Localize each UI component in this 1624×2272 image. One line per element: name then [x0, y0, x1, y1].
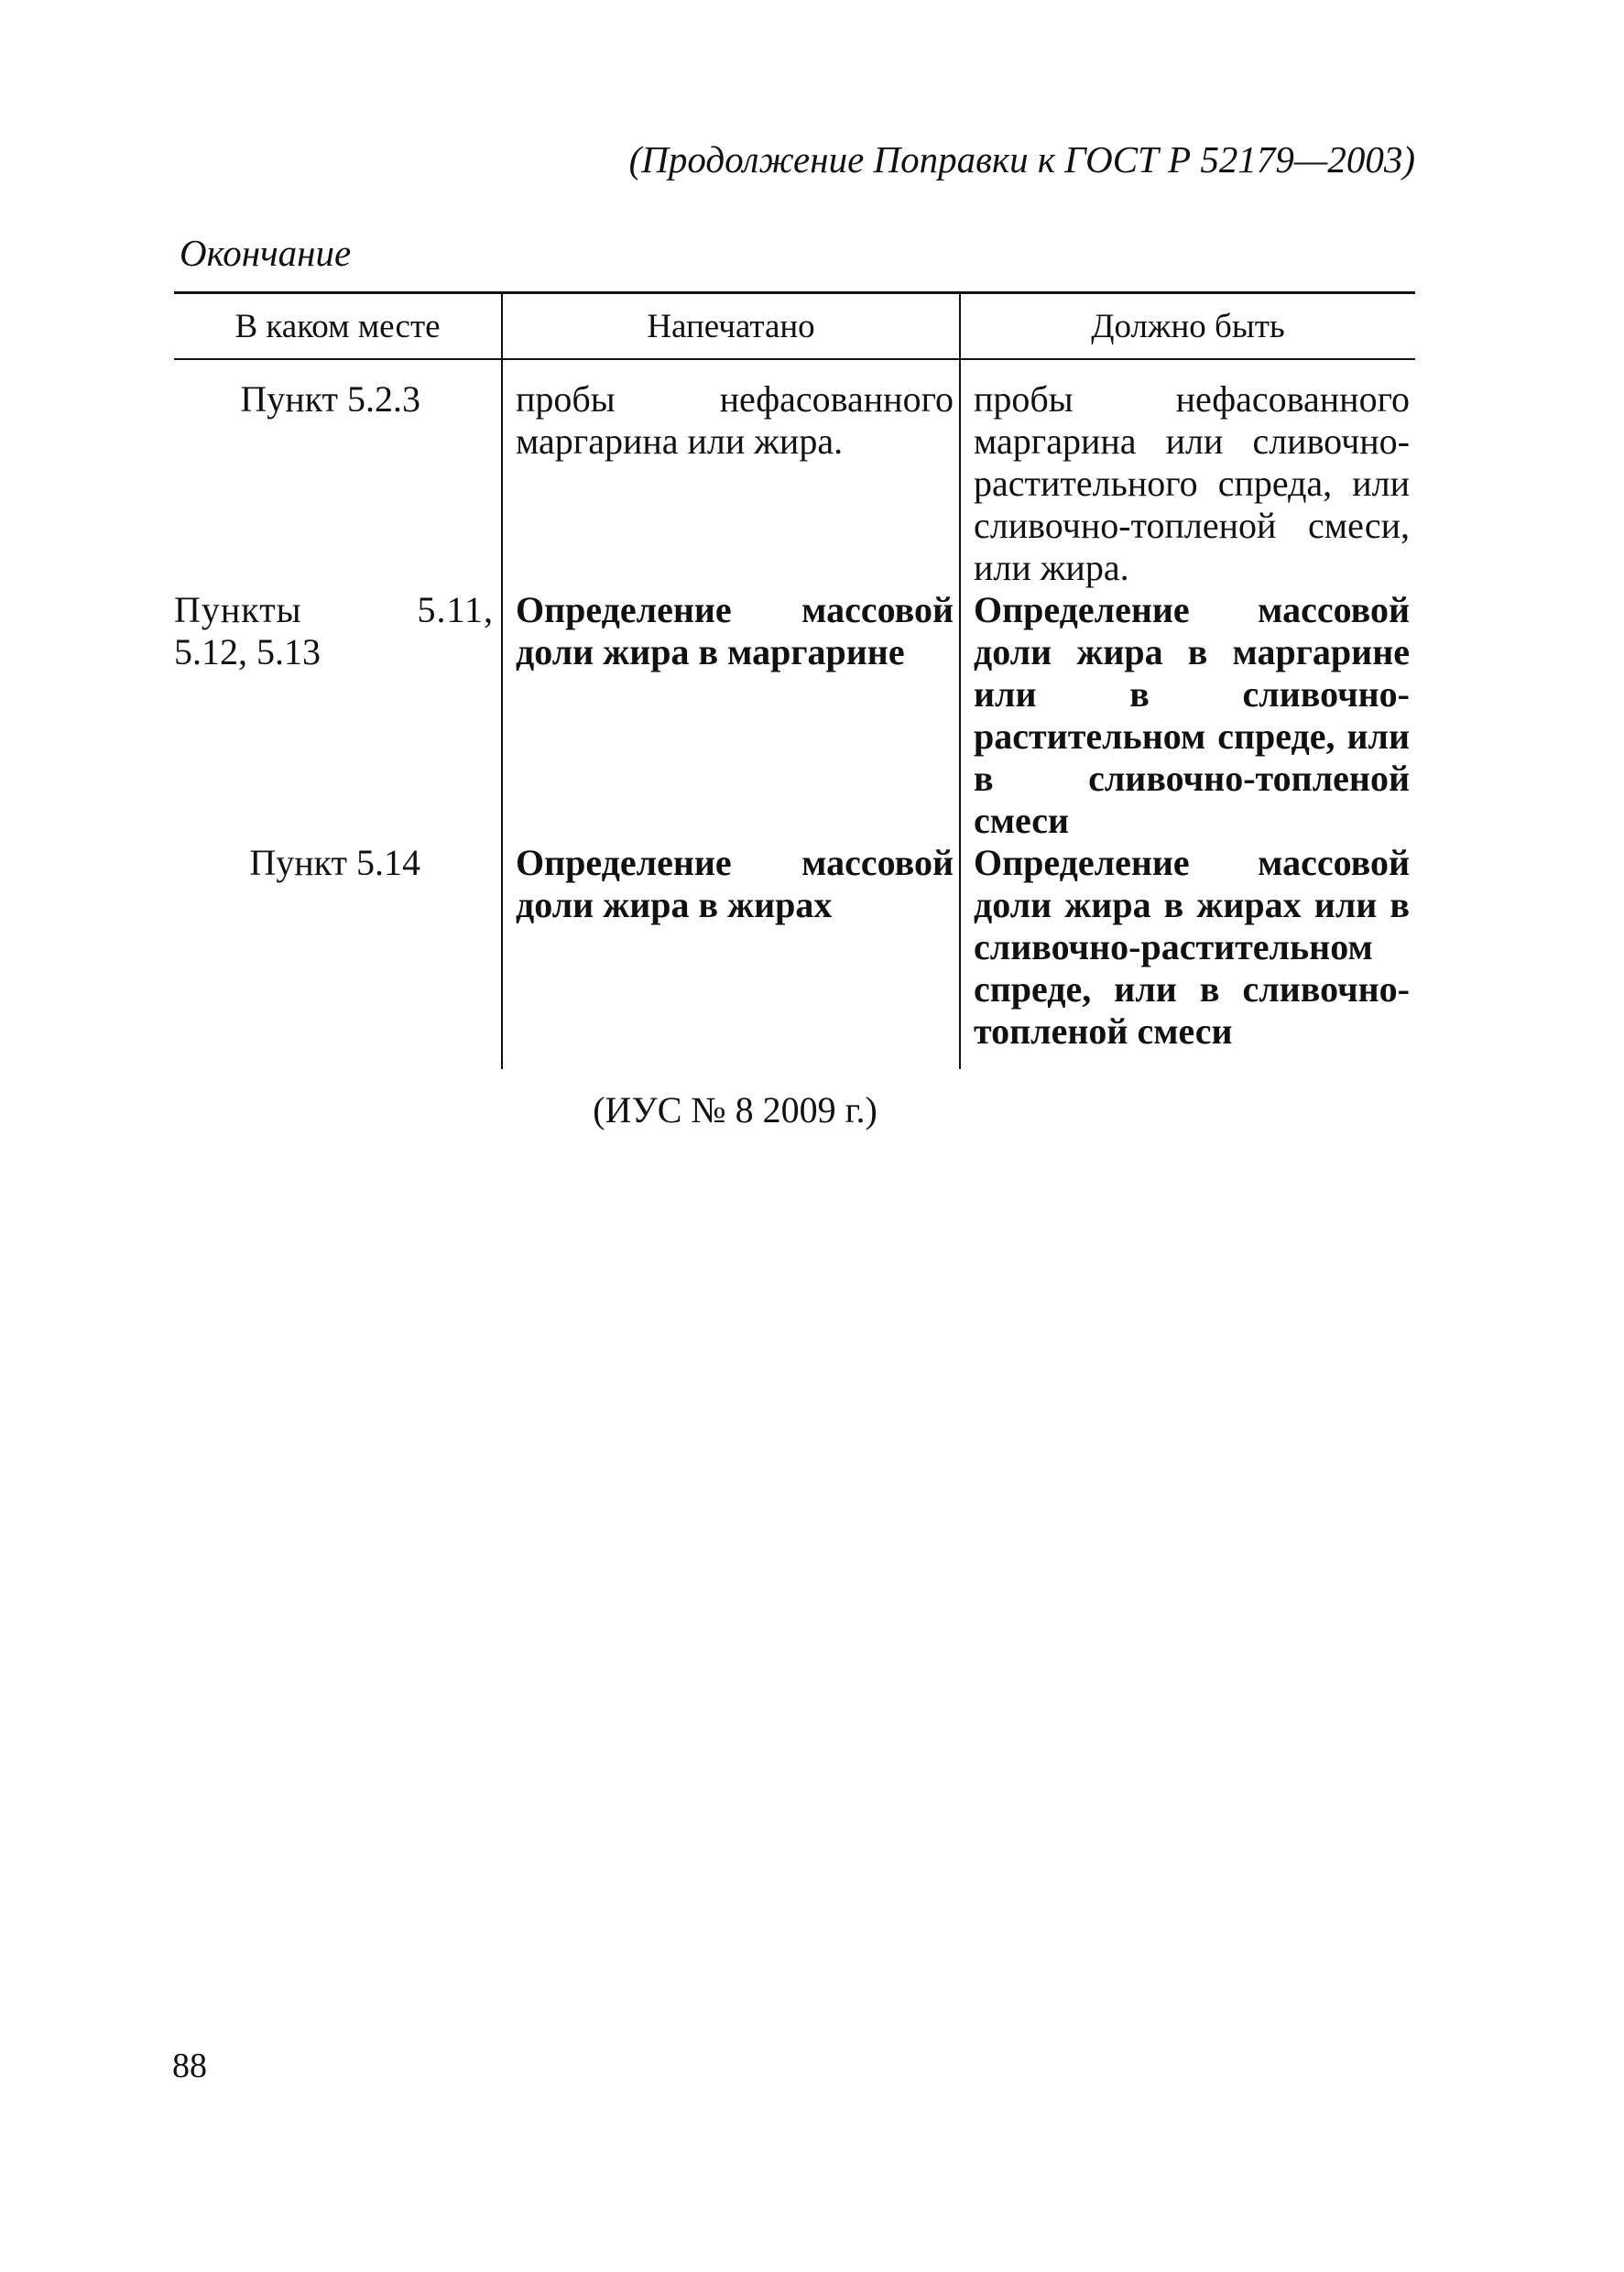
cell-should-be: Определение массовой доли жира в маргарине или в сливочно-растительном спреде, или в сливочно-топленой смеси	[960, 589, 1415, 842]
amendment-table-container	[174, 291, 1415, 1069]
table-header-row	[174, 293, 1415, 360]
cell-place	[174, 589, 502, 842]
header-continuation: (Продолжение Поправки к ГОСТ Р 52179—2003)	[628, 138, 1415, 180]
section-label: Окончание	[180, 232, 352, 274]
place-label: Пункты 5.11,	[174, 589, 494, 630]
table-row	[174, 589, 1415, 842]
cell-place	[174, 842, 502, 1069]
page-number: 88	[172, 2047, 207, 2085]
cell-printed: Определение массовой доли жира в маргарине	[502, 589, 960, 842]
cell-should-be: пробы нефасованного маргарина или сливочно-растительного спреда, или сливочно-топленой смеси, или жира.	[960, 359, 1415, 589]
table-row	[174, 359, 1415, 589]
table-row	[174, 842, 1415, 1069]
column-header-should-be: Должно быть	[960, 293, 1415, 360]
source-note: (ИУС № 8 2009 г.)	[593, 1089, 877, 1131]
place-label-continued: 5.12, 5.13	[174, 631, 321, 672]
place-label: Пункт 5.14	[249, 842, 420, 883]
cell-printed: Определение массовой доли жира в жирах	[502, 842, 960, 1069]
column-header-place: В каком месте	[174, 293, 502, 360]
place-label: Пункт 5.2.3	[240, 378, 420, 420]
column-header-printed: Напечатано	[502, 293, 960, 360]
cell-place	[174, 359, 502, 589]
cell-should-be: Определение массовой доли жира в жирах или в сливочно-растительном спреде, или в сливочно-топленой смеси	[960, 842, 1415, 1069]
cell-printed: пробы нефасованного маргарина или жира.	[502, 359, 960, 589]
amendment-table	[174, 291, 1415, 1069]
